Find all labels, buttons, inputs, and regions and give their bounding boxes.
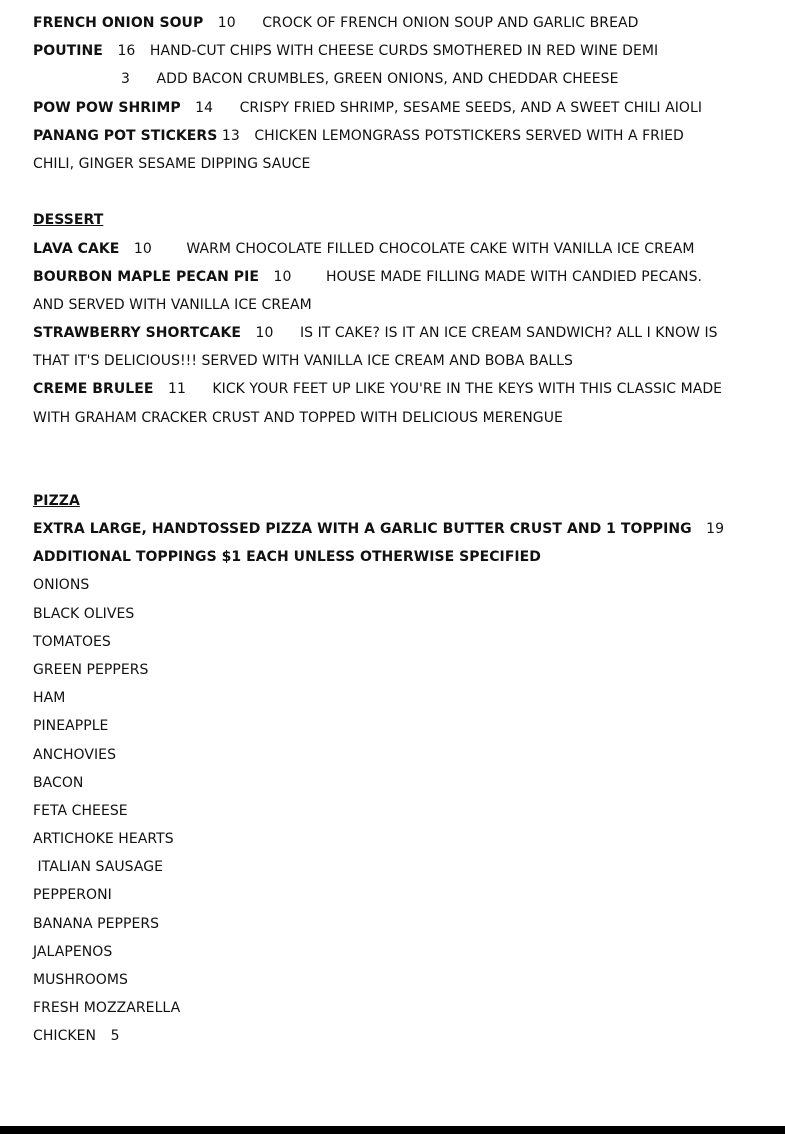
topping-item: GREEN PEPPERS: [33, 661, 149, 678]
item-price: 13: [221, 127, 240, 144]
additional-toppings-note: ADDITIONAL TOPPINGS $1 EACH UNLESS OTHERWISE SPECIFIED: [33, 549, 541, 566]
topping-item: ARTICHOKE HEARTS: [33, 831, 174, 848]
item-price: 11: [167, 381, 186, 398]
item-description: CRISPY FRIED SHRIMP, SESAME SEEDS, AND A SWEET CHILI AIOLI: [239, 99, 702, 116]
item-price: 10: [255, 325, 274, 342]
menu-item-panang-pot-stickers: [33, 122, 763, 150]
item-description: WITH GRAHAM CRACKER CRUST AND TOPPED WITH DELICIOUS MERENGUE: [33, 409, 563, 426]
item-description: CHILI, GINGER SESAME DIPPING SAUCE: [33, 155, 311, 172]
menu-item-french-onion-soup: [33, 9, 763, 37]
topping-item: PINEAPPLE: [33, 718, 109, 735]
item-name: BOURBON MAPLE PECAN PIE: [33, 268, 259, 285]
item-name: STRAWBERRY SHORTCAKE: [33, 325, 242, 342]
section-heading: DESSERT: [33, 212, 104, 229]
item-description: HAND-CUT CHIPS WITH CHEESE CURDS SMOTHERED IN RED WINE DEMI: [149, 43, 659, 60]
item-name: POW POW SHRIMP: [33, 99, 181, 116]
topping-item: HAM: [33, 690, 66, 707]
menu-item-bourbon-maple-pecan-pie: [33, 263, 763, 291]
item-description: KICK YOUR FEET UP LIKE YOU'RE IN THE KEYS WITH THIS CLASSIC MADE: [212, 381, 723, 398]
menu-item-pizza-base: [33, 515, 763, 543]
section-heading: PIZZA: [33, 492, 80, 509]
item-description: THAT IT'S DELICIOUS!!! SERVED WITH VANILLA ICE CREAM AND BOBA BALLS: [33, 353, 573, 370]
item-description: EXTRA LARGE, HANDTOSSED PIZZA WITH A GARLIC BUTTER CRUST AND 1 TOPPING: [33, 521, 692, 537]
item-description: IS IT CAKE? IS IT AN ICE CREAM SANDWICH? ALL I KNOW IS: [299, 325, 718, 342]
menu-page: [33, 9, 763, 1051]
item-name: FRENCH ONION SOUP: [33, 15, 204, 31]
item-price: 10: [217, 15, 236, 31]
item-price: 3: [121, 71, 130, 88]
item-description: WARM CHOCOLATE FILLED CHOCOLATE CAKE WITH VANILLA ICE CREAM: [186, 240, 695, 257]
item-description-continued: [33, 404, 763, 432]
menu-item-pow-pow-shrimp: [33, 94, 763, 122]
topping-name: CHICKEN: [33, 1028, 97, 1045]
topping-item: BANANA PEPPERS: [33, 915, 160, 932]
item-description: HOUSE MADE FILLING MADE WITH CANDIED PECANS.: [325, 268, 703, 285]
item-name: LAVA CAKE: [33, 240, 120, 257]
item-name: POUTINE: [33, 43, 103, 60]
item-price: 14: [195, 99, 214, 116]
topping-price: 5: [110, 1028, 120, 1045]
menu-item-poutine-addon: [33, 65, 763, 93]
topping-item: BLACK OLIVES: [33, 605, 135, 622]
pizza-additional-toppings-note: [33, 543, 763, 571]
item-price: 19: [706, 521, 725, 537]
topping-item: ANCHOVIES: [33, 746, 117, 763]
topping-item: JALAPENOS: [33, 943, 113, 960]
item-description: ADD BACON CRUMBLES, GREEN ONIONS, AND CHEDDAR CHEESE: [156, 71, 619, 88]
item-description: CHICKEN LEMONGRASS POTSTICKERS SERVED WITH A FRIED: [254, 127, 684, 144]
topping-item-chicken: [33, 1022, 763, 1050]
section-heading-pizza: [33, 487, 763, 515]
menu-item-poutine: [33, 37, 763, 65]
item-price: 10: [273, 268, 292, 285]
item-description-continued: [33, 291, 763, 319]
menu-item-creme-brulee: [33, 375, 763, 403]
item-price: 16: [117, 43, 136, 60]
topping-item: TOMATOES: [33, 633, 111, 650]
item-name: PANANG POT STICKERS: [33, 127, 218, 144]
menu-item-strawberry-shortcake: [33, 319, 763, 347]
item-description: AND SERVED WITH VANILLA ICE CREAM: [33, 296, 312, 313]
topping-item: FETA CHEESE: [33, 802, 128, 819]
section-heading-dessert: [33, 206, 763, 234]
topping-item: BACON: [33, 774, 84, 791]
topping-item: ONIONS: [33, 577, 90, 594]
menu-item-lava-cake: [33, 235, 763, 263]
item-description: CROCK OF FRENCH ONION SOUP AND GARLIC BREAD: [262, 15, 639, 31]
topping-item: ITALIAN SAUSAGE: [33, 859, 163, 876]
topping-item: FRESH MOZZARELLA: [33, 1000, 181, 1017]
topping-item: PEPPERONI: [33, 887, 112, 904]
item-description-continued: [33, 347, 763, 375]
toppings-list: [33, 571, 763, 1050]
page-bottom-bar: [0, 1126, 785, 1134]
item-name: CREME BRULEE: [33, 381, 154, 398]
item-price: 10: [133, 240, 152, 257]
topping-item: MUSHROOMS: [33, 972, 128, 988]
item-description-continued: [33, 150, 763, 178]
